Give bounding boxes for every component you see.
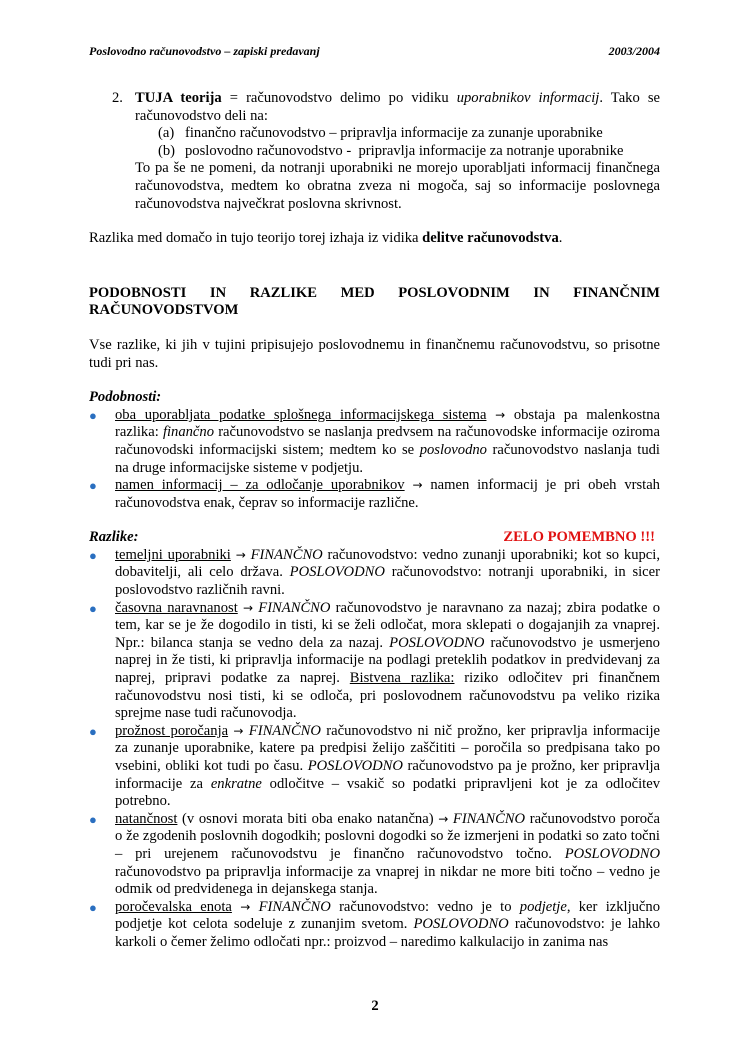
statement-bold: delitve računovodstva xyxy=(422,230,559,247)
definition-text: . Tako se računovodstvo deli na: xyxy=(135,90,660,124)
bullet-icon: ● xyxy=(89,547,97,563)
bullet-icon: ● xyxy=(89,478,97,494)
emphasis: POSLOVODNO xyxy=(564,845,660,862)
list-item xyxy=(89,723,660,811)
emphasis: POSLOVODNO xyxy=(289,564,385,581)
emphasis: FINANČNO xyxy=(250,546,323,563)
bullet-icon: ● xyxy=(89,723,97,739)
sub-item-label: (a) xyxy=(158,125,175,142)
numbered-item-foreign-theory xyxy=(112,90,660,213)
item-topic: temeljni uporabniki xyxy=(115,546,231,563)
list-item xyxy=(89,899,660,952)
item-text: odločitve – vsakič so podatki pripravljeni kot je za odločitev potrebno. xyxy=(115,775,660,810)
sub-item-text: poslovodno računovodstvo - pripravlja informacije za notranje uporabnike xyxy=(185,142,624,159)
academic-year: 2003/2004 xyxy=(608,44,660,58)
foreign-theory-definition xyxy=(135,90,660,125)
similarities-list xyxy=(89,407,660,513)
item-text: računovodstvo je usmerjeno naprej in že tisti, ki pripravlja informacije na podlagi preteklih podatkov in predvidevanj za naprej, pripravi podatke za naprej. xyxy=(115,634,660,687)
difference-statement xyxy=(89,230,660,248)
importance-note: ZELO POMEMBNO !!! xyxy=(503,529,655,546)
bullet-icon: ● xyxy=(89,407,97,423)
emphasis: FINANČNO xyxy=(258,599,331,616)
arrow-right-icon: → xyxy=(438,811,449,826)
item-text: računovodstvo pa pripravlja informacije za vnaprej in nikdar ne more biti točno – vedno je odmik od predvidenega in dejanskega stanja. xyxy=(115,863,660,898)
item-text: računovodstvo ni nič prožno, ker pripravlja informacije za zunanje uporabnike, katere pa predpisi želijo zaščititi – poročila so predpisana tako po vsebini, obliki kot tudi po času. xyxy=(115,722,660,774)
statement-end: . xyxy=(558,230,563,247)
bullet-icon: ● xyxy=(89,811,97,827)
term: TUJA teorija xyxy=(135,90,222,106)
page-header xyxy=(89,43,660,61)
item-text: (v osnovi morata biti oba enako natančna) xyxy=(177,810,439,827)
item-text: , ker izključno podjetje kot celota sodeluje z zunanjim svetom. xyxy=(115,898,661,933)
differences-heading: Razlike: xyxy=(89,529,139,546)
item-text: računovodstvo: je lahko karkoli o čemer želimo odločati npr.: proizvod – naredimo kalkulacijo in zanima nas xyxy=(115,916,660,950)
emphasis: finančno xyxy=(162,424,215,441)
emphasis: FINANČNO xyxy=(258,898,331,915)
emphasis: POSLOVODNO xyxy=(389,634,485,651)
bullet-icon: ● xyxy=(89,600,97,616)
heading-word: IN xyxy=(533,284,550,301)
definition-text: = računovodstvo delimo po vidiku xyxy=(221,90,457,106)
emphasis: POSLOVODNO xyxy=(413,916,509,933)
item-topic: poročevalska enota xyxy=(115,898,232,915)
emphasis: podjetje xyxy=(519,898,567,915)
list-item xyxy=(89,547,660,600)
arrow-right-icon: → xyxy=(233,723,244,738)
item-text: računovodstvo: notranji uporabniki, in sicer poslovodstvo različnih ravni. xyxy=(115,564,660,599)
item-topic: natančnost xyxy=(115,810,178,827)
emphasis: FINANČNO xyxy=(452,810,526,827)
section-heading xyxy=(89,285,660,320)
item-text: računovodstvo pa je prožno, ker pripravlja informacije za xyxy=(115,758,660,792)
item-topic: oba uporabljata podatke splošnega informacijskega sistema xyxy=(115,406,487,423)
heading-word: PODOBNOSTI xyxy=(89,284,187,301)
emphasis: FINANČNO xyxy=(248,722,321,739)
foreign-theory-note: To pa še ne pomeni, da notranji uporabniki ne morejo uporabljati informacij finančnega računovodstva, medtem ko obratna zveza ni mogoča, saj so informacije poslovnega računovodstva največkrat poslovna skrivnost. xyxy=(135,160,660,212)
list-item xyxy=(89,407,660,477)
arrow-right-icon: → xyxy=(240,899,251,914)
emphasis: uporabnikov informacij xyxy=(456,90,600,106)
arrow-right-icon: → xyxy=(235,547,246,562)
sub-item xyxy=(158,143,660,161)
sub-item-text: finančno računovodstvo – pripravlja informacije za zunanje uporabnike xyxy=(185,125,603,142)
item-number: 2. xyxy=(112,90,123,106)
heading-word: RAZLIKE xyxy=(249,284,317,301)
sub-item xyxy=(158,125,660,143)
item-text: namen informacij je pri obeh vrstah računovodstva enak, čeprav so informacije različne. xyxy=(115,477,660,511)
item-topic: prožnost poročanja xyxy=(115,722,229,739)
emphasis: poslovodno xyxy=(419,441,487,458)
heading-line-2: RAČUNOVODSTVOM xyxy=(89,302,239,319)
item-text: računovodstvo: vedno je to xyxy=(330,898,520,915)
heading-word: POSLOVODNIM xyxy=(398,284,510,301)
item-text: računovodstvo poroča o že zgodenih poslovnih dogodkih; poslovni dogodki so že izmerjeni in podatki so zato točni – pri urejenem računovodstvu je finančno računovodstvo točno. xyxy=(115,810,660,862)
page-number: 2 xyxy=(371,998,379,1014)
list-item xyxy=(89,477,660,512)
list-item xyxy=(89,600,660,723)
differences-list xyxy=(89,547,660,952)
item-text: računovodstvo: vedno zunanji uporabniki; kot so kupci, dobavitelji, ali celo država. xyxy=(115,546,660,581)
page-content xyxy=(89,90,660,952)
document-title: Poslovodno računovodstvo – zapiski predavanj xyxy=(89,44,320,58)
underlined-phrase: Bistvena razlika: xyxy=(349,670,455,687)
list-item xyxy=(89,811,660,899)
item-text: obstaja pa malenkostna razlika: xyxy=(115,406,660,441)
item-topic: namen informacij – za odločanje uporabnikov xyxy=(115,477,405,494)
arrow-right-icon: → xyxy=(242,600,254,615)
bullet-icon: ● xyxy=(89,899,97,915)
statement-text: Razlika med domačo in tujo teorijo torej izhaja iz vidika xyxy=(89,230,423,247)
intro-paragraph: Vse razlike, ki jih v tujini pripisujejo poslovodnemu in finančnemu računovodstvu, so prisotne tudi pri nas. xyxy=(89,336,660,371)
heading-word: IN xyxy=(209,284,227,301)
heading-word: FINANČNIM xyxy=(573,284,660,301)
heading-word: MED xyxy=(340,284,375,301)
item-text: računovodstvo je naravnano za nazaj; zbira podatke o tem, kar se je že dogodilo in tisti, ki se želi odločat, mora sklepati o dogajanjih za vnaprej. Npr.: bilanca stanja se vedno dela za nazaj. xyxy=(115,599,660,651)
item-text: računovodstvo naslanja tudi na druge informacijske sisteme v podjetju. xyxy=(115,441,660,476)
item-text: riziko odločitev pri finančnem računovodstvu nosi tisti, ki se odloča, pri poslovodnem računovodstvu pa veliko rizika sprejme nase tudi računovodja. xyxy=(115,670,660,722)
item-topic: časovna naravnanost xyxy=(115,599,238,616)
arrow-right-icon: → xyxy=(495,407,506,422)
emphasis: POSLOVODNO xyxy=(307,758,403,774)
item-text: računovodstvo se naslanja predvsem na računovodske informacije oziroma računovodski informacijski sistem; medtem ko se xyxy=(115,424,660,458)
similarities-heading: Podobnosti: xyxy=(89,389,162,406)
sub-item-label: (b) xyxy=(158,142,176,159)
emphasis: enkratne xyxy=(210,775,262,792)
arrow-right-icon: → xyxy=(412,478,423,493)
